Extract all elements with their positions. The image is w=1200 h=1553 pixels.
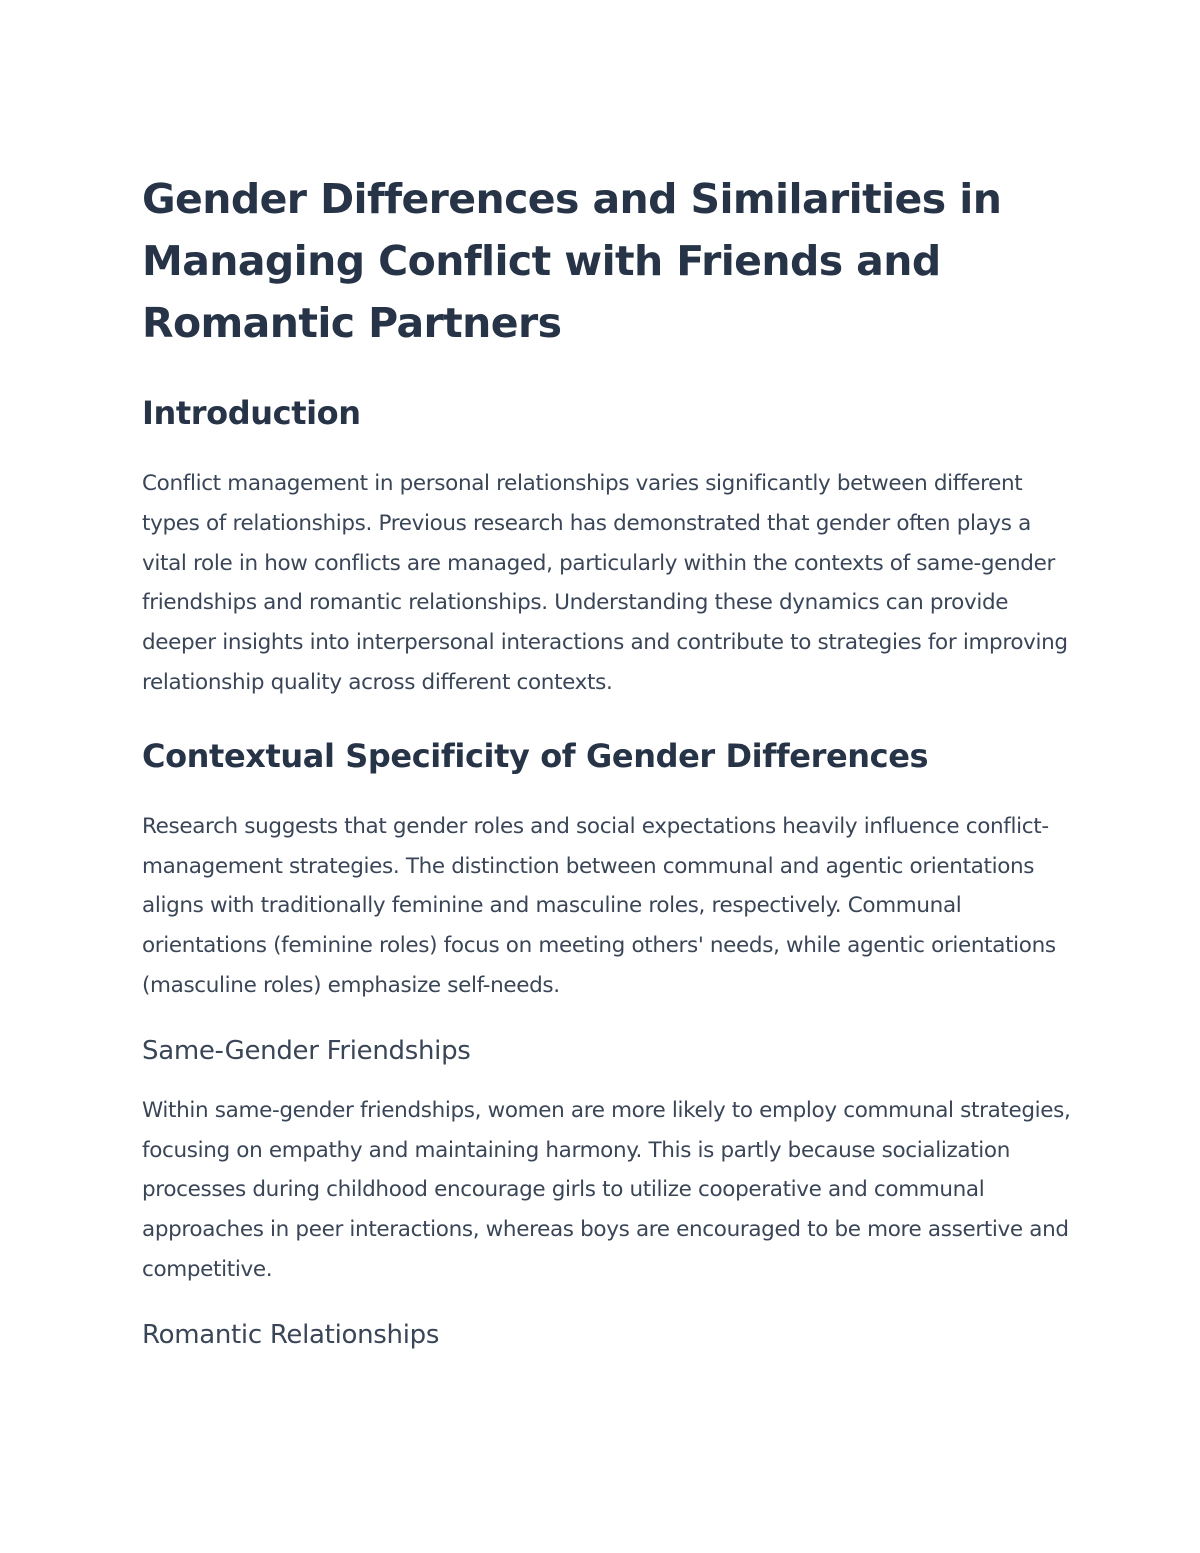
- contextual-specificity-paragraph: Research suggests that gender roles and social expectations heavily influence conflict-management strategies. The distinction between communal and agentic orientations aligns with traditionally feminine and masculine roles, respectively. Communal orientations (feminine roles) focus on meeting others' needs, while agentic orientations (masculine roles) emphasize self-needs.: [142, 813, 1056, 998]
- document-page: [142, 168, 1072, 1353]
- document-title: Gender Differences and Similarities in Managing Conflict with Friends and Romantic Partners: [142, 175, 1002, 347]
- subsection-heading-same-gender-friendships: Same-Gender Friendships: [142, 1035, 471, 1066]
- introduction-paragraph: Conflict management in personal relationships varies significantly between different types of relationships. Previous research has demonstrated that gender often plays a vital role in how conflicts are managed, particularly within the contexts of same-gender friendships and romantic relationships. Understanding these dynamics can provide deeper insights into interpersonal interactions and contribute to strategies for improving relationship quality across different contexts.: [142, 471, 1068, 695]
- subsection-heading-romantic-relationships: Romantic Relationships: [142, 1319, 440, 1350]
- same-gender-friendships-paragraph: Within same-gender friendships, women are more likely to employ communal strategies, focusing on empathy and maintaining harmony. This is partly because socialization processes during childhood encourage girls to utilize cooperative and communal approaches in peer interactions, whereas boys are encouraged to be more assertive and competitive.: [142, 1097, 1071, 1282]
- section-heading-introduction: Introduction: [142, 394, 361, 432]
- section-heading-contextual-specificity: Contextual Specificity of Gender Differences: [142, 736, 929, 775]
